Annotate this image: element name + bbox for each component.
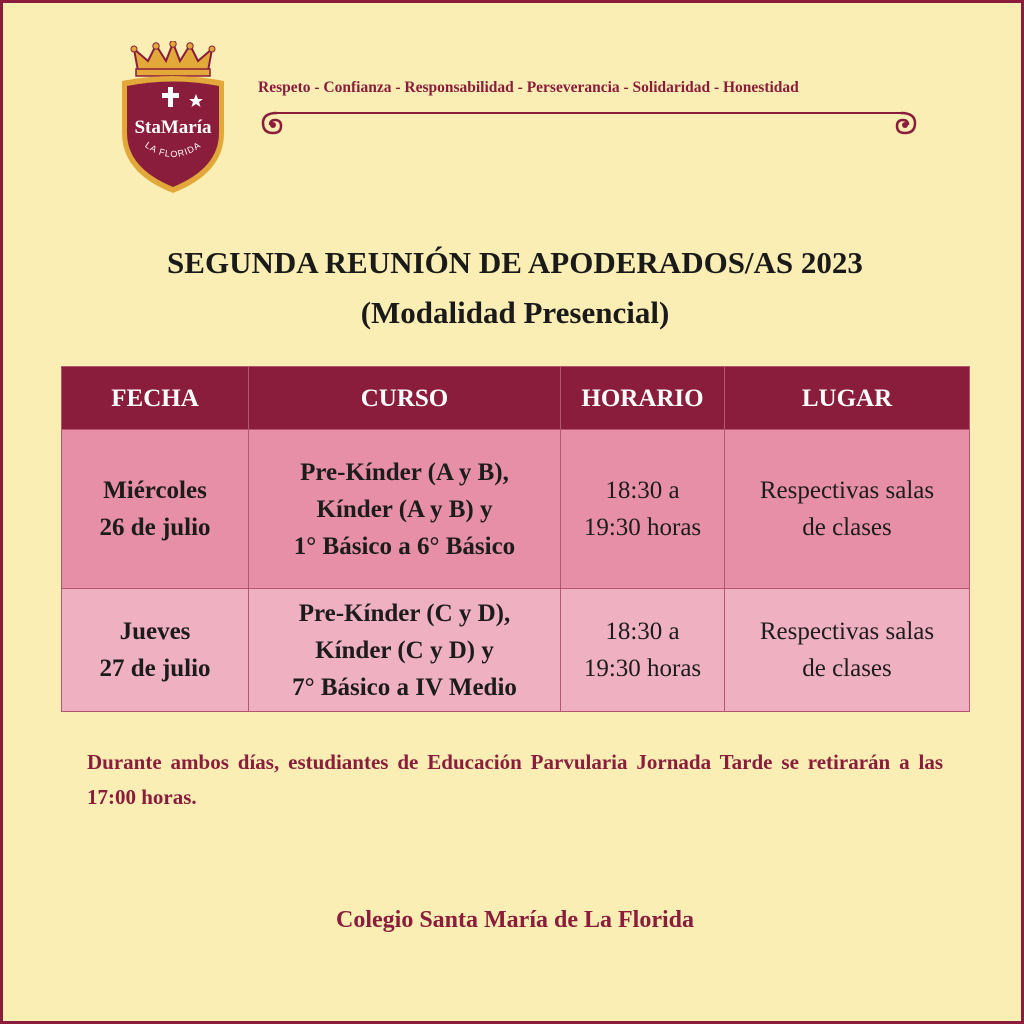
school-name-footer: Colegio Santa María de La Florida (336, 907, 694, 933)
fecha-date: 27 de julio (99, 655, 211, 682)
cell-curso (249, 589, 561, 712)
cell-fecha (62, 589, 249, 712)
lugar-line: Respectivas salas (759, 477, 935, 504)
dismissal-note: Durante ambos días, estudiantes de Educación Parvularia Jornada Tarde se retirarán a las 17:00 horas. (87, 750, 943, 809)
lugar-line: de clases (802, 514, 892, 541)
school-crest-logo (116, 41, 230, 197)
crown-icon (131, 41, 215, 76)
horario-line: 19:30 horas (583, 514, 702, 541)
header-horario: HORARIO (561, 367, 725, 430)
lugar-line: de clases (802, 655, 892, 682)
curso-line: Pre-Kínder (C y D), (298, 599, 511, 627)
header-lugar: LUGAR (725, 367, 970, 430)
cell-horario (561, 589, 725, 712)
curso-line: Pre-Kínder (A y B), (300, 458, 509, 486)
curso-line: 1° Básico a 6° Básico (293, 532, 516, 560)
logo-subtitle: LA FLORIDA (143, 139, 203, 160)
fecha-day: Jueves (119, 618, 191, 645)
cell-lugar (725, 430, 970, 589)
decorative-scroll-divider (259, 103, 919, 139)
curso-line: 7° Básico a IV Medio (292, 673, 517, 701)
page-title: SEGUNDA REUNIÓN DE APODERADOS/AS 2023 (167, 245, 863, 280)
cell-fecha (62, 430, 249, 589)
header-curso: CURSO (249, 367, 561, 430)
fecha-day: Miércoles (103, 477, 207, 504)
horario-line: 18:30 a (605, 477, 680, 504)
curso-line: Kínder (A y B) y (316, 495, 493, 523)
scroll-right-icon (897, 113, 915, 133)
lugar-line: Respectivas salas (759, 618, 935, 645)
curso-line: Kínder (C y D) y (315, 636, 494, 664)
cell-horario (561, 430, 725, 589)
school-values: Respeto - Confianza - Responsabilidad - Perseverancia - Solidaridad - Honestidad (258, 79, 799, 96)
horario-line: 19:30 horas (583, 655, 702, 682)
cell-lugar (725, 589, 970, 712)
header-fecha: FECHA (62, 367, 249, 430)
table-header-row (62, 367, 970, 430)
table-row (62, 589, 970, 712)
logo-name: StaMaría (134, 117, 212, 138)
fecha-date: 26 de julio (99, 514, 211, 541)
cell-curso (249, 430, 561, 589)
horario-line: 18:30 a (605, 618, 680, 645)
scroll-left-icon (263, 113, 281, 133)
schedule-table (61, 366, 970, 712)
table-row (62, 430, 970, 589)
page-subtitle: (Modalidad Presencial) (360, 295, 670, 330)
